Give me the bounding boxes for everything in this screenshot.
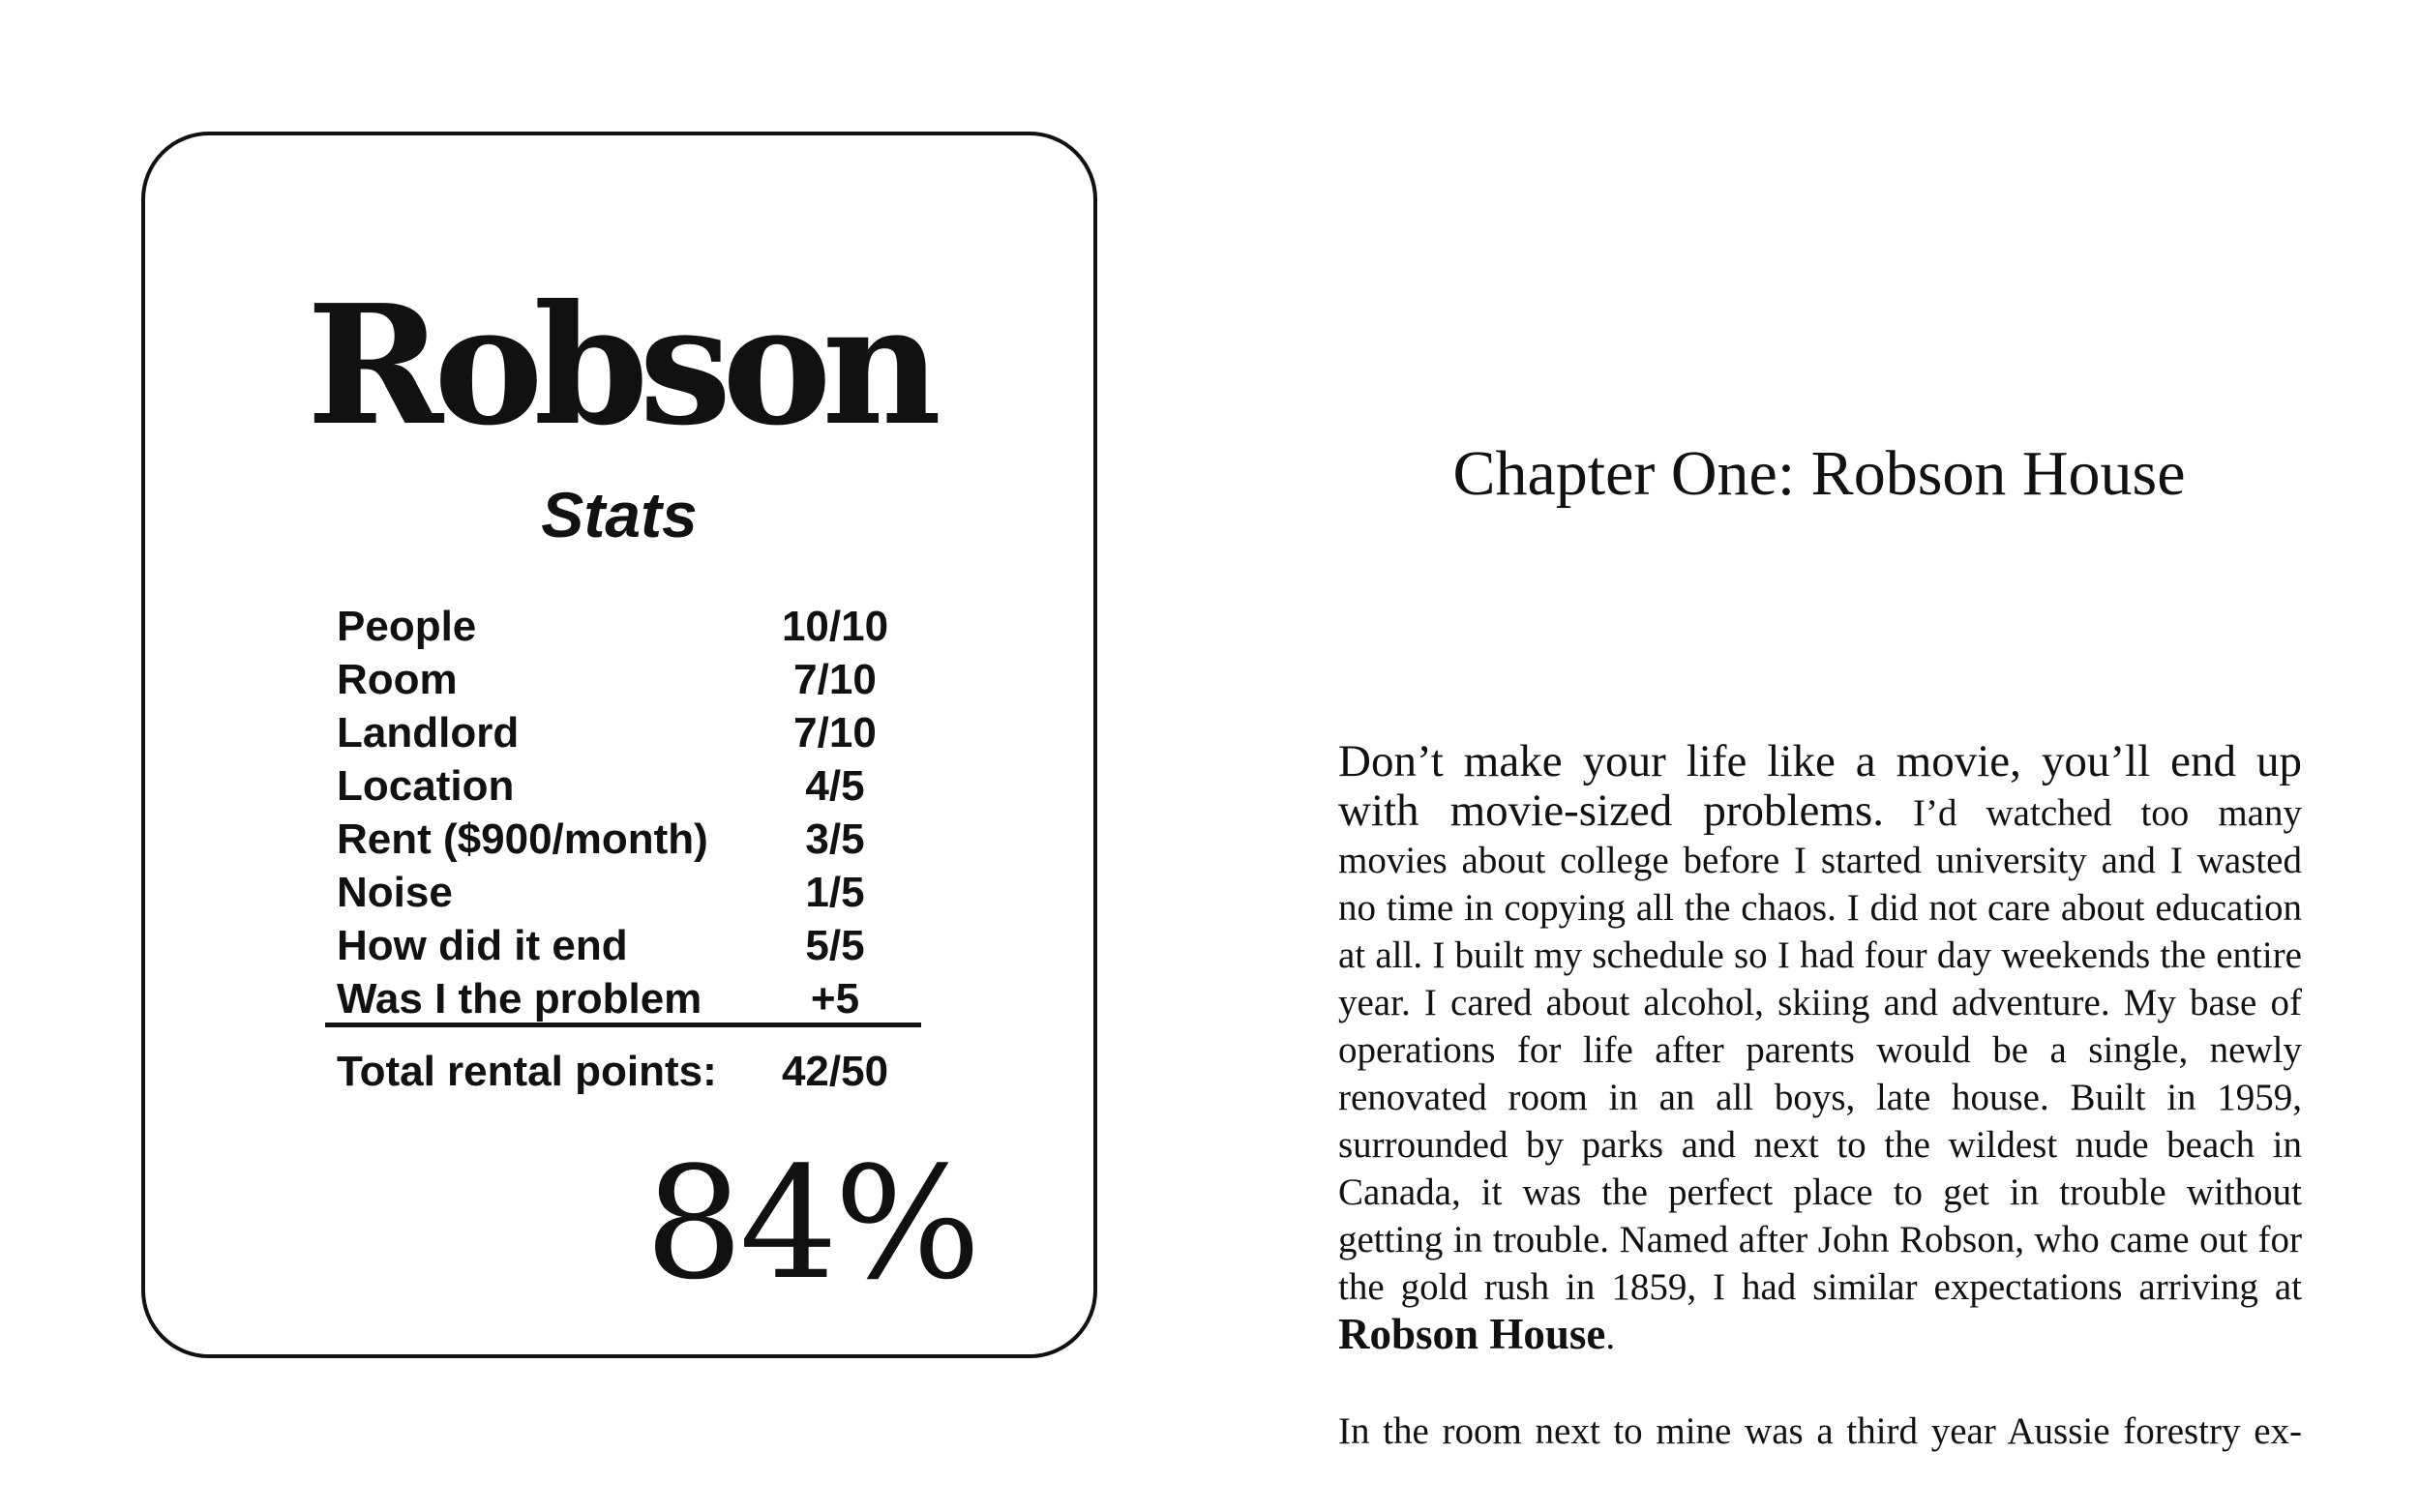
paragraph-one-period: . [1605,1316,1616,1357]
stat-label: How did it end [337,922,628,969]
paragraph-two: In the room next to mine was a third year Aussie forestry ex- [1338,1410,2302,1452]
stat-row-location [337,759,937,813]
stat-label: Room [337,656,458,703]
lead-sentence: Don’t make your life like a movie, you’ll end up with movie-sized problems. [1338,736,2302,836]
total-value: 42/50 [781,1048,889,1095]
total-row [337,1043,937,1101]
stat-value: 7/10 [793,656,877,703]
stat-row-ending [337,919,937,972]
stat-row-rent [337,813,937,866]
stat-label: Rent ($900/month) [337,815,708,863]
stats-card [141,132,1097,1358]
percentage-score: 84% [644,1133,977,1314]
stat-label: Location [337,762,515,810]
stat-value: 3/5 [805,815,865,863]
stat-label: Was I the problem [337,975,702,1023]
stat-label: Noise [337,869,453,916]
stat-value: 10/10 [781,603,889,650]
chapter-title: Chapter One: Robson House [1452,438,2186,509]
stat-row-problem [337,972,937,1025]
total-label: Total rental points: [337,1048,717,1095]
paragraph-one-text: I’d watched too many movies about college before I started university and I wasted no time in copying all the chaos. I did not care about education at all. I built my schedule so I had four day weekends the entire year. I cared about alcohol, skiing and adventure. My base of operations for life after parents would be a single, newly renovated room in an all boys, late house. Built in 1959, surrounded by parks and next to the wildest nude beach in Canada, it was the perfect place to get in trouble without getting in trouble. Named after John Robson, who came out for the gold rush in 1859, I had similar expectations arriving at [1338,792,2302,1308]
chapter-body [1338,738,2302,1455]
stat-label: People [337,603,477,650]
paragraph-one [1338,738,2302,1360]
robson-house-emphasis: Robson House [1338,1310,1606,1358]
stat-row-landlord [337,706,937,759]
stat-label: Landlord [337,709,520,756]
stat-row-people [337,600,937,653]
stat-value: +5 [810,975,860,1023]
stat-value: 4/5 [805,762,865,810]
card-subtitle: Stats [541,479,698,550]
stat-value: 7/10 [793,709,877,756]
stats-list [337,600,937,1025]
stat-value: 1/5 [805,869,865,916]
total-divider [325,1023,921,1027]
stat-value: 5/5 [805,922,865,969]
stat-row-noise [337,866,937,919]
stat-row-room [337,653,937,706]
card-title: Robson [306,269,933,462]
